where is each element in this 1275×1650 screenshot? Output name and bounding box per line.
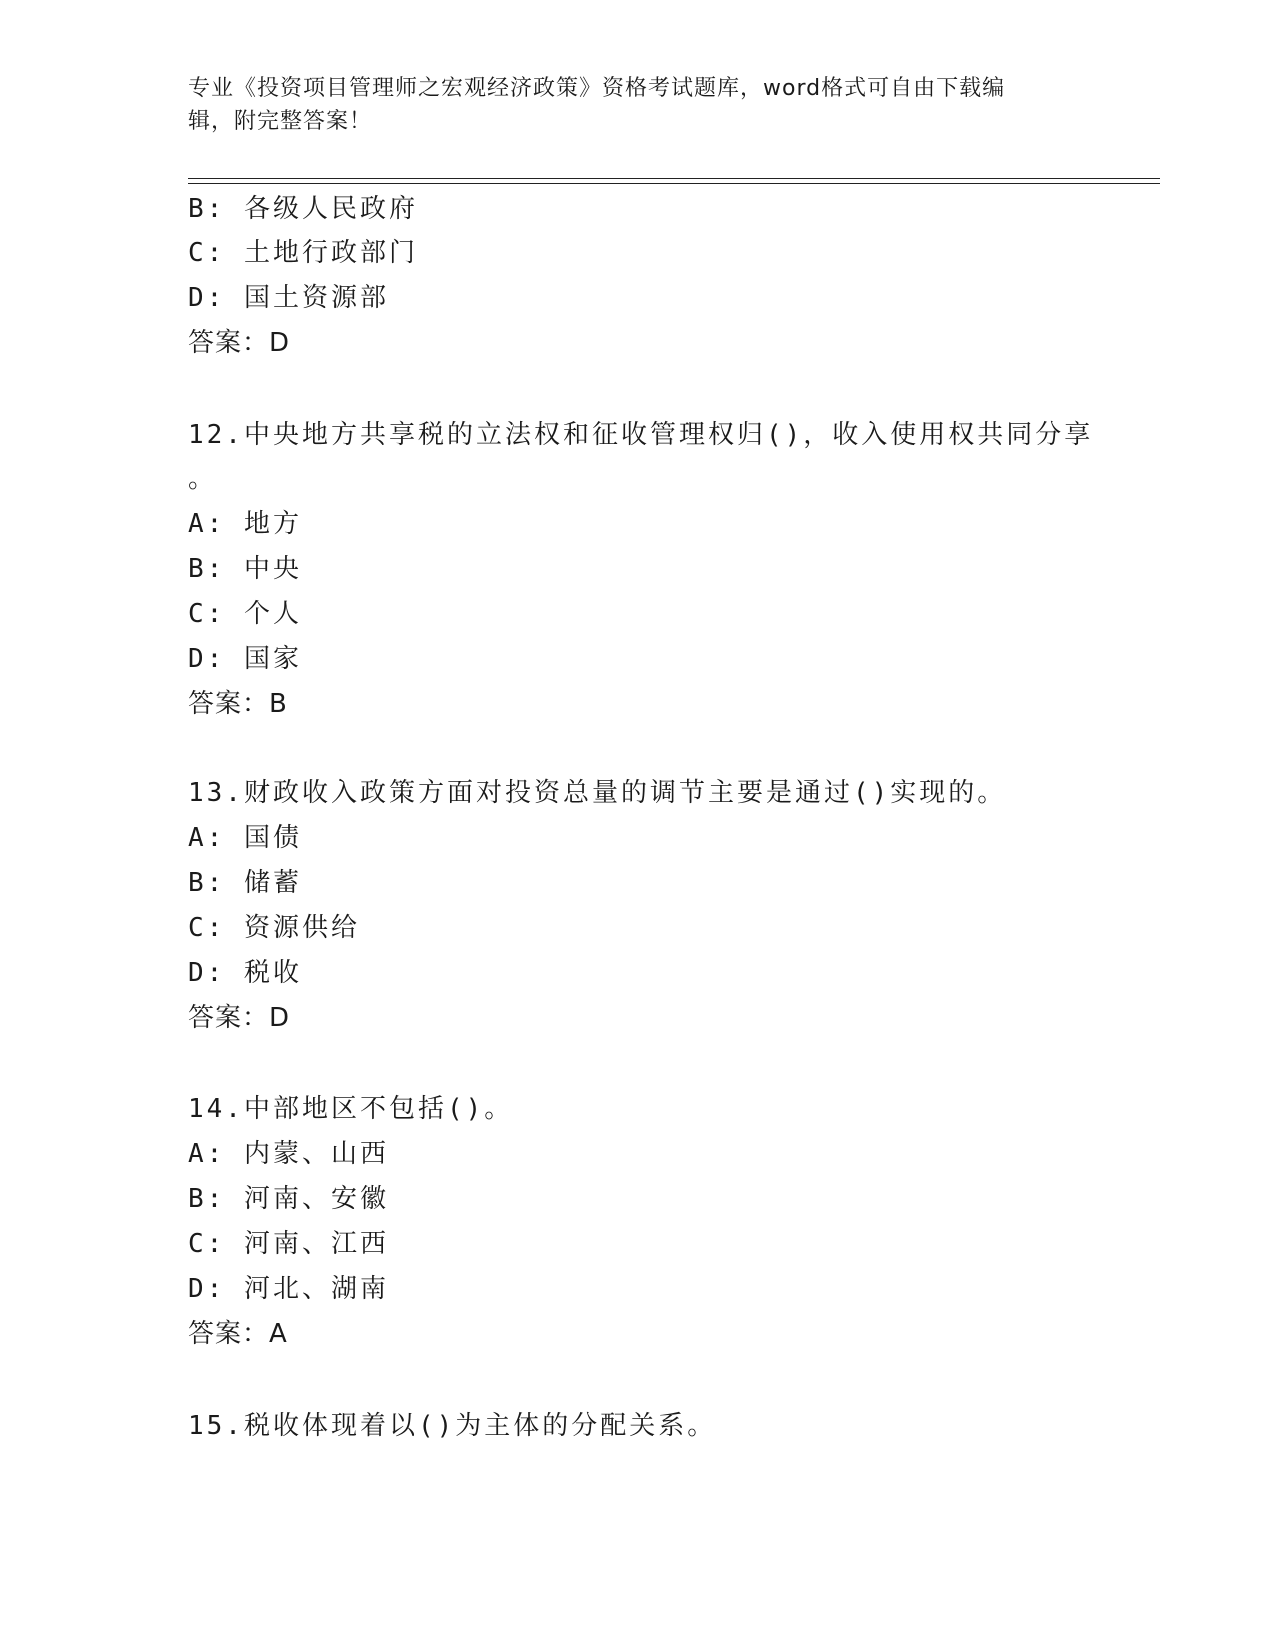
- q14-option-d: D: 河北、湖南: [188, 1274, 389, 1304]
- q12-stem-line-2: 。: [188, 464, 218, 494]
- q14-answer: 答案：A: [188, 1319, 288, 1349]
- q13-option-a: A: 国债: [188, 823, 302, 853]
- header-divider-top: [188, 178, 1160, 179]
- q12-stem-line-1: 12.中央地方共享税的立法权和征收管理权归()，收入使用权共同分享: [188, 420, 1094, 450]
- q12-answer: 答案：B: [188, 689, 288, 719]
- q15-stem: 15.税收体现着以()为主体的分配关系。: [188, 1411, 717, 1441]
- q13-stem: 13.财政收入政策方面对投资总量的调节主要是通过()实现的。: [188, 778, 1007, 808]
- header-line-1: 专业《投资项目管理师之宏观经济政策》资格考试题库，word格式可自由下载编: [188, 76, 1006, 101]
- q11-answer: 答案：D: [188, 328, 291, 358]
- q13-option-b: B: 储蓄: [188, 868, 302, 898]
- q11-option-c: C: 土地行政部门: [188, 238, 418, 268]
- q14-option-c: C: 河南、江西: [188, 1229, 389, 1259]
- q11-option-d: D: 国土资源部: [188, 283, 389, 313]
- q12-option-b: B: 中央: [188, 554, 302, 584]
- document-header: [188, 72, 1068, 138]
- q12-option-c: C: 个人: [188, 599, 302, 629]
- q14-option-b: B: 河南、安徽: [188, 1184, 389, 1214]
- q14-stem: 14.中部地区不包括()。: [188, 1094, 514, 1124]
- q11-option-b: B: 各级人民政府: [188, 194, 418, 224]
- q12-option-a: A: 地方: [188, 509, 302, 539]
- q14-option-a: A: 内蒙、山西: [188, 1139, 389, 1169]
- q13-option-c: C: 资源供给: [188, 913, 360, 943]
- header-divider-bottom: [188, 183, 1160, 184]
- q13-answer: 答案：D: [188, 1003, 291, 1033]
- q13-option-d: D: 税收: [188, 958, 302, 988]
- q12-option-d: D: 国家: [188, 644, 302, 674]
- header-line-2: 辑，附完整答案！: [188, 109, 373, 134]
